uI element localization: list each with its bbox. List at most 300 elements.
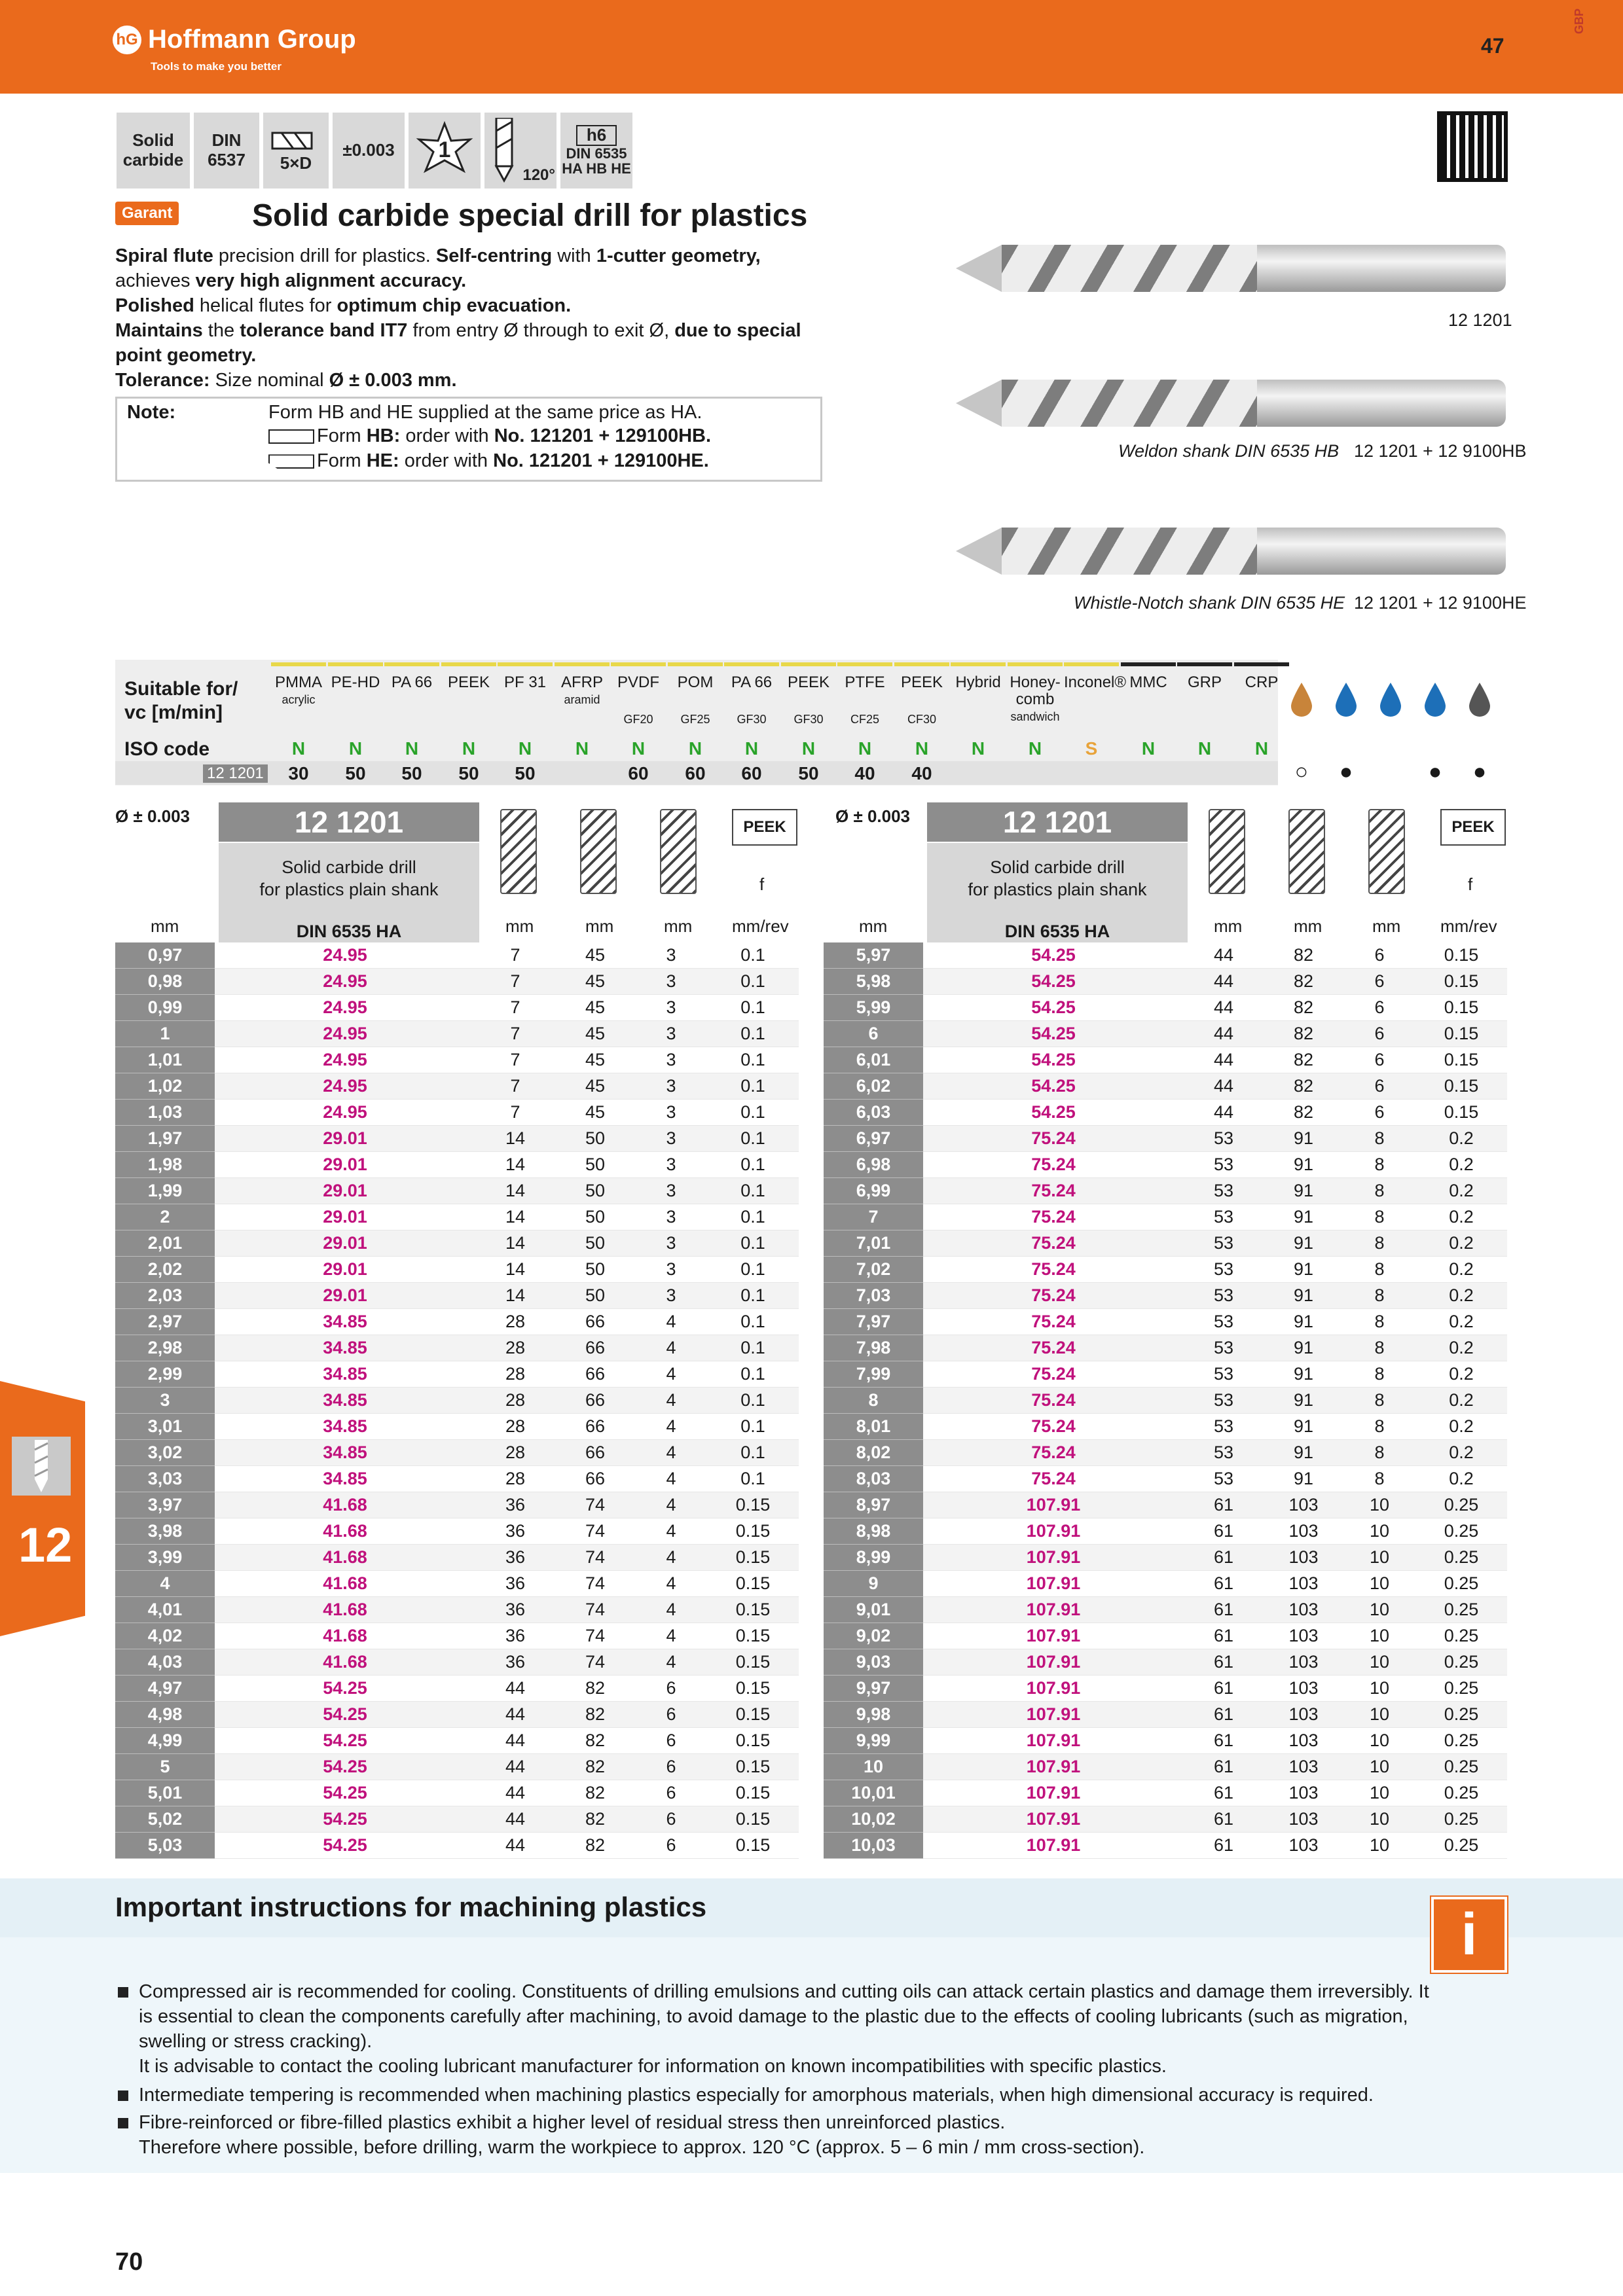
shank-diameter-cell: 3 — [635, 1073, 707, 1100]
table-row[interactable] — [824, 1518, 1507, 1545]
right-article-description — [927, 843, 1188, 942]
price-cell[interactable]: 107.91 — [923, 1545, 1184, 1571]
brand-logo[interactable] — [113, 25, 356, 54]
table-row[interactable] — [115, 1702, 799, 1728]
price-cell[interactable]: 41.68 — [215, 1518, 475, 1545]
table-row[interactable] — [824, 1204, 1507, 1230]
price-cell[interactable]: 54.25 — [215, 1676, 475, 1702]
shank-diameter-cell: 10 — [1343, 1518, 1415, 1545]
material-column — [384, 674, 439, 691]
price-cell[interactable]: 75.24 — [923, 1178, 1184, 1204]
price-cell[interactable]: 75.24 — [923, 1257, 1184, 1283]
table-row[interactable] — [115, 1100, 799, 1126]
material-color-bar — [951, 662, 1006, 666]
flute-length-cell: 61 — [1184, 1806, 1264, 1833]
shank-diameter-cell: 10 — [1343, 1780, 1415, 1806]
table-row[interactable] — [115, 1492, 799, 1518]
bullet-square — [118, 2090, 128, 2101]
diameter-cell: 4,02 — [115, 1623, 215, 1649]
shank-diameter-cell: 6 — [1343, 942, 1415, 969]
price-cell[interactable]: 75.24 — [923, 1204, 1184, 1230]
table-row[interactable] — [115, 1021, 799, 1047]
table-row[interactable] — [824, 995, 1507, 1021]
price-cell[interactable]: 41.68 — [215, 1492, 475, 1518]
price-cell[interactable]: 34.85 — [215, 1466, 475, 1492]
price-cell[interactable]: 54.25 — [923, 1100, 1184, 1126]
material-name: PMMA — [275, 673, 322, 691]
description-text: from entry Ø through to exit Ø, — [407, 320, 675, 341]
price-cell[interactable]: 75.24 — [923, 1414, 1184, 1440]
total-length-cell: 50 — [555, 1152, 635, 1178]
table-row[interactable] — [824, 1388, 1507, 1414]
material-column — [611, 674, 666, 728]
flute-length-cell: 44 — [1184, 1047, 1264, 1073]
table-row[interactable] — [115, 1073, 799, 1100]
price-cell[interactable]: 107.91 — [923, 1623, 1184, 1649]
total-length-cell: 103 — [1264, 1571, 1343, 1597]
brand-tagline: Tools to make you better — [151, 60, 282, 73]
table-row[interactable] — [115, 1728, 799, 1754]
info-icon[interactable]: i — [1431, 1897, 1507, 1973]
total-length-cell: 74 — [555, 1571, 635, 1597]
diameter-cell: 5,97 — [824, 942, 923, 969]
price-cell[interactable]: 34.85 — [215, 1388, 475, 1414]
diameter-cell: 8,97 — [824, 1492, 923, 1518]
price-cell[interactable]: 107.91 — [923, 1518, 1184, 1545]
table-row[interactable] — [115, 1152, 799, 1178]
feed-cell: 0.15 — [1415, 1100, 1507, 1126]
no-coolant-icon — [1417, 678, 1453, 721]
material-iso-code: N — [291, 738, 306, 759]
feed-cell: 0.2 — [1415, 1309, 1507, 1335]
table-row[interactable] — [115, 1414, 799, 1440]
note-line-3 — [268, 450, 709, 472]
instruction-text-1b: It is advisable to contact the cooling lubricant manufacturer for information on known incompatibilities with specific plastics. — [139, 2056, 1167, 2077]
table-row[interactable] — [824, 1230, 1507, 1257]
price-cell[interactable]: 54.25 — [923, 1021, 1184, 1047]
shank-diameter-cell: 3 — [635, 1126, 707, 1152]
feed-cell: 0.15 — [1415, 942, 1507, 969]
price-cell[interactable]: 54.25 — [923, 1047, 1184, 1073]
feed-cell: 0.2 — [1415, 1440, 1507, 1466]
diameter-cell: 3,98 — [115, 1518, 215, 1545]
diameter-cell: 4,99 — [115, 1728, 215, 1754]
feed-cell: 0.15 — [707, 1780, 799, 1806]
diameter-cell: 3,03 — [115, 1466, 215, 1492]
feed-cell: 0.25 — [1415, 1518, 1507, 1545]
feed-cell: 0.15 — [1415, 969, 1507, 995]
total-length-cell: 103 — [1264, 1833, 1343, 1859]
price-cell[interactable]: 107.91 — [923, 1571, 1184, 1597]
feed-cell: 0.2 — [1415, 1361, 1507, 1388]
price-cell[interactable]: 29.01 — [215, 1204, 475, 1230]
material-color-bar — [781, 662, 836, 666]
price-cell[interactable]: 107.91 — [923, 1780, 1184, 1806]
price-cell[interactable]: 107.91 — [923, 1728, 1184, 1754]
material-color-bar — [498, 662, 553, 666]
total-length-cell: 91 — [1264, 1309, 1343, 1335]
material-column — [668, 674, 723, 728]
flute-length-icon — [500, 809, 537, 894]
table-row[interactable] — [824, 1649, 1507, 1676]
feed-cell: 0.15 — [707, 1702, 799, 1728]
price-cell[interactable]: 29.01 — [215, 1152, 475, 1178]
table-row[interactable] — [824, 1414, 1507, 1440]
description-text: precision drill for plastics. — [213, 245, 436, 266]
table-row[interactable] — [824, 1571, 1507, 1597]
description-text: helical flutes for — [194, 295, 337, 316]
table-row[interactable] — [824, 1073, 1507, 1100]
total-length-cell: 45 — [555, 995, 635, 1021]
feed-cell: 0.1 — [707, 1335, 799, 1361]
table-row[interactable] — [115, 1833, 799, 1859]
table-row[interactable] — [824, 1152, 1507, 1178]
table-row[interactable] — [824, 1283, 1507, 1309]
table-row[interactable] — [824, 1126, 1507, 1152]
drill-image-whistle-notch — [1002, 528, 1506, 575]
shank-diameter-cell: 10 — [1343, 1649, 1415, 1676]
table-row[interactable] — [115, 1806, 799, 1833]
material-cutting-speed: 30 — [288, 763, 309, 783]
material-cutting-speed: 60 — [741, 763, 762, 783]
table-row[interactable] — [824, 1466, 1507, 1492]
image-2-caption: Weldon shank DIN 6535 HB — [1118, 441, 1340, 461]
table-row[interactable] — [824, 1702, 1507, 1728]
price-cell[interactable]: 24.95 — [215, 942, 475, 969]
material-subtype: GF30 — [793, 713, 824, 726]
material-name: MMC — [1129, 673, 1167, 691]
material-color-bar — [1008, 662, 1063, 666]
table-row[interactable] — [824, 1361, 1507, 1388]
material-name: PA 66 — [391, 673, 433, 691]
material-iso-code: N — [462, 738, 476, 759]
price-cell[interactable]: 54.25 — [923, 969, 1184, 995]
price-cell[interactable]: 41.68 — [215, 1571, 475, 1597]
price-cell[interactable]: 34.85 — [215, 1309, 475, 1335]
table-row[interactable] — [824, 1545, 1507, 1571]
total-length-cell: 66 — [555, 1414, 635, 1440]
diameter-cell: 4,97 — [115, 1676, 215, 1702]
diameter-cell: 8,01 — [824, 1414, 923, 1440]
price-cell[interactable]: 54.25 — [215, 1833, 475, 1859]
table-row[interactable] — [115, 1309, 799, 1335]
table-row[interactable] — [115, 969, 799, 995]
total-length-cell: 91 — [1264, 1126, 1343, 1152]
right-unit-l1: mm — [1214, 916, 1243, 936]
price-cell[interactable]: 41.68 — [215, 1623, 475, 1649]
total-length-cell: 103 — [1264, 1623, 1343, 1649]
flute-length-cell: 14 — [475, 1257, 555, 1283]
material-iso-code: N — [744, 738, 759, 759]
table-row[interactable] — [115, 1754, 799, 1780]
table-row[interactable] — [115, 1597, 799, 1623]
shank-diameter-icon — [660, 809, 697, 894]
drill-flute — [1002, 528, 1257, 575]
diameter-cell: 2,03 — [115, 1283, 215, 1309]
price-cell[interactable]: 107.91 — [923, 1649, 1184, 1676]
table-row[interactable] — [824, 1623, 1507, 1649]
material-name: PA 66 — [731, 673, 773, 691]
price-cell[interactable]: 24.95 — [215, 1100, 475, 1126]
price-cell[interactable]: 41.68 — [215, 1545, 475, 1571]
suitability-article: 12 1201 — [203, 764, 268, 783]
total-length-cell: 103 — [1264, 1806, 1343, 1833]
shank-diameter-cell: 4 — [635, 1361, 707, 1388]
diameter-cell: 10 — [824, 1754, 923, 1780]
diameter-cell: 6,01 — [824, 1047, 923, 1073]
price-cell[interactable]: 24.95 — [215, 1047, 475, 1073]
flute-length-cell: 28 — [475, 1440, 555, 1466]
total-length-cell: 82 — [555, 1676, 635, 1702]
table-row[interactable] — [115, 1649, 799, 1676]
price-cell[interactable]: 75.24 — [923, 1335, 1184, 1361]
feed-cell: 0.1 — [707, 1283, 799, 1309]
flute-length-cell: 61 — [1184, 1571, 1264, 1597]
emulsion-drop-icon — [1328, 678, 1364, 721]
material-name: PTFE — [845, 673, 885, 691]
table-row[interactable] — [115, 1230, 799, 1257]
material-cutting-speed: 50 — [401, 763, 422, 783]
table-row[interactable] — [115, 1204, 799, 1230]
table-row[interactable] — [824, 1492, 1507, 1518]
table-row[interactable] — [824, 1021, 1507, 1047]
price-cell[interactable]: 107.91 — [923, 1492, 1184, 1518]
flute-length-cell: 36 — [475, 1649, 555, 1676]
flute-length-cell: 28 — [475, 1309, 555, 1335]
description-line — [115, 243, 822, 268]
table-row[interactable] — [824, 1754, 1507, 1780]
material-color-bar — [328, 662, 383, 666]
price-cell[interactable]: 34.85 — [215, 1361, 475, 1388]
price-cell[interactable]: 34.85 — [215, 1440, 475, 1466]
table-row[interactable] — [115, 1335, 799, 1361]
catalog-page-number: 47 — [1481, 34, 1504, 58]
total-length-cell: 91 — [1264, 1152, 1343, 1178]
price-cell[interactable]: 54.25 — [923, 1073, 1184, 1100]
right-unit-l2: mm — [1294, 916, 1322, 936]
material-iso-code: N — [1141, 738, 1156, 759]
price-cell[interactable]: 29.01 — [215, 1257, 475, 1283]
price-cell[interactable]: 75.24 — [923, 1126, 1184, 1152]
price-cell[interactable]: 24.95 — [215, 1073, 475, 1100]
table-row[interactable] — [115, 995, 799, 1021]
feed-cell: 0.1 — [707, 1466, 799, 1492]
price-cell[interactable]: 75.24 — [923, 1440, 1184, 1466]
table-row[interactable] — [824, 1047, 1507, 1073]
table-row[interactable] — [824, 1728, 1507, 1754]
table-row[interactable] — [115, 942, 799, 969]
table-row[interactable] — [824, 1257, 1507, 1283]
price-cell[interactable]: 75.24 — [923, 1361, 1184, 1388]
material-name: GRP — [1187, 673, 1222, 691]
price-cell[interactable]: 41.68 — [215, 1597, 475, 1623]
table-row[interactable] — [115, 1518, 799, 1545]
diameter-cell: 3,01 — [115, 1414, 215, 1440]
table-row[interactable] — [115, 1126, 799, 1152]
shank-diameter-cell: 6 — [1343, 995, 1415, 1021]
table-row[interactable] — [115, 1571, 799, 1597]
spec-point-angle-label: 120° — [522, 166, 555, 185]
price-cell[interactable]: 34.85 — [215, 1335, 475, 1361]
total-length-cell: 82 — [1264, 1021, 1343, 1047]
table-row[interactable] — [115, 1257, 799, 1283]
drill-depth-icon — [270, 128, 322, 154]
price-cell[interactable]: 54.25 — [215, 1702, 475, 1728]
price-cell[interactable]: 54.25 — [215, 1728, 475, 1754]
flute-length-cell: 53 — [1184, 1178, 1264, 1204]
description-text: the — [202, 320, 240, 341]
diameter-cell: 8,03 — [824, 1466, 923, 1492]
feed-cell: 0.15 — [707, 1571, 799, 1597]
qr-code[interactable] — [1437, 111, 1508, 182]
table-row[interactable] — [115, 1178, 799, 1204]
material-column — [951, 674, 1006, 691]
price-cell[interactable]: 29.01 — [215, 1283, 475, 1309]
table-row[interactable] — [115, 1676, 799, 1702]
shank-diameter-cell: 8 — [1343, 1178, 1415, 1204]
flute-length-cell: 7 — [475, 995, 555, 1021]
table-row[interactable] — [115, 1623, 799, 1649]
description-bold: Ø ± 0.003 mm. — [329, 370, 457, 391]
price-cell[interactable]: 41.68 — [215, 1649, 475, 1676]
price-cell[interactable]: 54.25 — [923, 942, 1184, 969]
description-bold: 1-cutter geometry, — [596, 245, 761, 266]
shank-diameter-cell: 8 — [1343, 1440, 1415, 1466]
material-iso-code: N — [631, 738, 646, 759]
total-length-cell: 91 — [1264, 1440, 1343, 1466]
diameter-cell: 1,01 — [115, 1047, 215, 1073]
shank-diameter-cell: 4 — [635, 1597, 707, 1623]
shank-diameter-cell: 4 — [635, 1414, 707, 1440]
table-row[interactable] — [115, 1440, 799, 1466]
price-cell[interactable]: 29.01 — [215, 1126, 475, 1152]
flute-length-cell: 61 — [1184, 1597, 1264, 1623]
flute-length-cell: 53 — [1184, 1204, 1264, 1230]
table-row[interactable] — [115, 1545, 799, 1571]
price-cell[interactable]: 107.91 — [923, 1806, 1184, 1833]
table-row[interactable] — [115, 1466, 799, 1492]
table-row[interactable] — [824, 942, 1507, 969]
shank-diameter-cell: 3 — [635, 1283, 707, 1309]
price-cell[interactable]: 107.91 — [923, 1702, 1184, 1728]
material-column — [271, 674, 326, 708]
total-length-cell: 91 — [1264, 1257, 1343, 1283]
description-line — [115, 343, 822, 368]
feed-cell: 0.1 — [707, 1257, 799, 1283]
table-row[interactable] — [824, 1780, 1507, 1806]
material-color-bar — [384, 662, 439, 666]
price-cell[interactable]: 107.91 — [923, 1833, 1184, 1859]
right-unit-d: mm — [1372, 916, 1401, 936]
price-cell[interactable]: 75.24 — [923, 1309, 1184, 1335]
price-cell[interactable]: 29.01 — [215, 1230, 475, 1257]
bullet-square — [118, 2118, 128, 2128]
total-length-cell: 82 — [555, 1728, 635, 1754]
flute-length-cell: 44 — [1184, 1021, 1264, 1047]
air-icon — [1461, 678, 1498, 721]
feed-cell: 0.1 — [707, 969, 799, 995]
flute-length-cell: 44 — [1184, 1073, 1264, 1100]
feed-cell: 0.15 — [707, 1597, 799, 1623]
shank-diameter-cell: 10 — [1343, 1492, 1415, 1518]
price-cell[interactable]: 24.95 — [215, 1021, 475, 1047]
material-subtype: GF25 — [680, 713, 710, 726]
feed-cell: 0.1 — [707, 1309, 799, 1335]
table-row[interactable] — [824, 1178, 1507, 1204]
price-cell[interactable]: 29.01 — [215, 1178, 475, 1204]
shank-diameter-cell: 3 — [635, 1100, 707, 1126]
description-text: with — [552, 245, 596, 266]
price-cell[interactable]: 75.24 — [923, 1388, 1184, 1414]
flute-length-cell: 61 — [1184, 1623, 1264, 1649]
table-row[interactable] — [115, 1047, 799, 1073]
price-cell[interactable]: 107.91 — [923, 1676, 1184, 1702]
table-row[interactable] — [115, 1283, 799, 1309]
price-cell[interactable]: 34.85 — [215, 1414, 475, 1440]
feed-cell: 0.1 — [707, 1100, 799, 1126]
price-cell[interactable]: 75.24 — [923, 1283, 1184, 1309]
table-row[interactable] — [824, 1597, 1507, 1623]
total-length-cell: 50 — [555, 1126, 635, 1152]
total-length-cell: 82 — [1264, 969, 1343, 995]
feed-cell: 0.25 — [1415, 1623, 1507, 1649]
price-cell[interactable]: 54.25 — [215, 1806, 475, 1833]
table-row[interactable] — [824, 1309, 1507, 1335]
feed-cell: 0.25 — [1415, 1806, 1507, 1833]
material-column — [328, 674, 383, 691]
price-cell[interactable]: 75.24 — [923, 1152, 1184, 1178]
table-row[interactable] — [115, 1780, 799, 1806]
shank-diameter-cell: 10 — [1343, 1806, 1415, 1833]
price-cell[interactable]: 54.25 — [923, 995, 1184, 1021]
price-cell[interactable]: 107.91 — [923, 1597, 1184, 1623]
total-length-cell: 50 — [555, 1257, 635, 1283]
total-length-cell: 74 — [555, 1545, 635, 1571]
spec-point-angle — [484, 113, 556, 188]
table-row[interactable] — [824, 1335, 1507, 1361]
table-row[interactable] — [115, 1388, 799, 1414]
table-row[interactable] — [115, 1361, 799, 1388]
chapter-tab[interactable] — [0, 1381, 85, 1636]
price-cell[interactable]: 75.24 — [923, 1230, 1184, 1257]
spec-strip — [117, 113, 632, 188]
diameter-cell: 0,97 — [115, 942, 215, 969]
table-row[interactable] — [824, 969, 1507, 995]
price-cell[interactable]: 107.91 — [923, 1754, 1184, 1780]
note-line-2-number: No. 121201 + 129100HB. — [494, 425, 712, 446]
price-cell[interactable]: 54.25 — [215, 1780, 475, 1806]
diameter-cell: 3 — [115, 1388, 215, 1414]
price-cell[interactable]: 24.95 — [215, 969, 475, 995]
left-desc-1: Solid carbide drill — [282, 857, 416, 877]
table-row[interactable] — [824, 1833, 1507, 1859]
instructions-title: Important instructions for machining plastics — [115, 1892, 707, 1922]
price-cell[interactable]: 75.24 — [923, 1466, 1184, 1492]
shank-diameter-cell: 3 — [635, 942, 707, 969]
table-row[interactable] — [824, 1806, 1507, 1833]
diameter-cell: 1,97 — [115, 1126, 215, 1152]
table-row[interactable] — [824, 1100, 1507, 1126]
description-bold: tolerance band IT7 — [240, 320, 408, 341]
total-length-cell: 82 — [555, 1702, 635, 1728]
spec-cutters-count: 1 — [438, 137, 451, 163]
price-cell[interactable]: 24.95 — [215, 995, 475, 1021]
table-row[interactable] — [824, 1440, 1507, 1466]
total-length-cell: 45 — [555, 1073, 635, 1100]
price-cell[interactable]: 54.25 — [215, 1754, 475, 1780]
table-row[interactable] — [824, 1676, 1507, 1702]
diameter-cell: 6,02 — [824, 1073, 923, 1100]
